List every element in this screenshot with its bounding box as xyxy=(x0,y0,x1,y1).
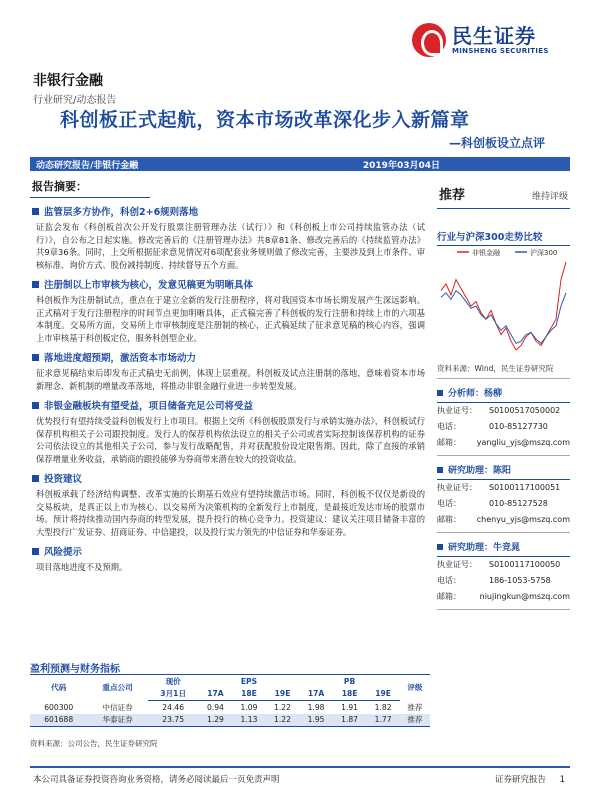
col-eps: EPS xyxy=(199,675,300,688)
year-header: 17A xyxy=(199,688,233,701)
section-heading: 注册制以上市审核为核心，发意见稿更为明晰具体 xyxy=(44,280,254,291)
section-heading: 投资建议 xyxy=(44,474,83,485)
table-cell: 1.95 xyxy=(299,714,333,727)
section-body: 证监会发布《科创板首次公开发行股票注册管理办法（试行）》和《科创板上市公司持续监管办法（试行）》，自公布之日起实施。修改完善后的《注册管理办法》共8章81条、修改完善后的《持续监管办法》共9章36条。同时，上交所根据征求意见情况对6项配套业务规则做了修改完善，主要涉及到上市条件、审核标准、询价方式、股份减持制度、持续督导五个方面。 xyxy=(36,222,425,270)
table-cell: 23.75 xyxy=(148,714,199,727)
summary-heading: 报告摘要： xyxy=(30,176,150,198)
table-cell: 1.77 xyxy=(366,714,400,727)
analyst-card xyxy=(437,379,570,456)
table-cell: 1.22 xyxy=(266,714,300,727)
summary-section xyxy=(30,204,425,271)
series-line xyxy=(441,262,566,350)
trend-chart xyxy=(437,246,570,356)
field-value: S0100517050002 xyxy=(489,406,561,415)
table-cell: 24.46 xyxy=(162,702,185,712)
section-body: 征求意见稿结束后即发布正式稿史无前例，体现上层重视。科创板及试点注册制的落地，意味着资本市场新理念、新机制的增量改革落地，将推动非银金融行业进一步转型发展。 xyxy=(36,368,425,391)
summary-section xyxy=(30,350,425,392)
field-label: 执业证号： xyxy=(437,483,477,492)
field-label: 执业证号： xyxy=(437,406,477,415)
sidebar-column xyxy=(437,176,570,610)
table-cell: 1.29 xyxy=(199,714,233,727)
field-value: 010-85127528 xyxy=(489,499,548,508)
page-number: 1 xyxy=(559,775,565,785)
col-code: 代码 xyxy=(30,675,87,701)
report-title: 科创板正式起航，资本市场改革深化步入新篇章 xyxy=(60,109,470,131)
table-cell: 1.98 xyxy=(307,702,325,712)
section-heading: 落地进度超预期，激活资本市场动力 xyxy=(44,353,197,364)
footer-disclaimer: 本公司具备证券投资咨询业务资格，请务必阅读最后一页免责声明 xyxy=(33,775,280,785)
email-link[interactable]: niujingkun@mszq.com xyxy=(479,592,570,601)
year-header: 17A xyxy=(299,688,333,701)
field-value: S0100117100051 xyxy=(489,483,561,492)
financial-heading: 盈利预测与财务指标 xyxy=(30,664,120,675)
bullet-square-icon xyxy=(437,467,443,473)
chart-source: 资料来源：Wind，民生证券研究院 xyxy=(437,363,570,379)
table-cell: 1.09 xyxy=(240,702,258,712)
chart-title: 行业与沪深300走势比较 xyxy=(437,229,570,246)
section-body: 科创板承载了经济结构调整、改革实施的长期基石效应有望持续激活市场。同时，科创板不仅仅是新设的交易板块，是真正以上市为核心、以交易所为决策机构的全新发行上市制度，是最接近发达市场的股票市场。预计将持续推动国内券商的转型发展，提升投行的核心竞争力。投资建议：建议关注项目储备丰富的大型投行广发证券、招商证券、中信建投，以及投行实力领先的中信证券和华泰证券。 xyxy=(36,489,425,537)
report-subtitle: —科创板设立点评 xyxy=(448,136,545,150)
field-label: 邮箱： xyxy=(437,438,461,447)
price-date: 3月1日 xyxy=(148,688,199,701)
table-row xyxy=(30,701,430,714)
section-heading: 风险提示 xyxy=(44,547,83,558)
analyst-name: 研究助理：牛竞晁 xyxy=(448,543,521,553)
summary-section xyxy=(30,398,425,465)
brand-name-en: MINSHENG SECURITIES xyxy=(452,47,549,55)
brand-logo xyxy=(412,14,582,66)
bullet-square-icon xyxy=(32,208,39,215)
header-bar xyxy=(30,157,570,171)
year-header: 19E xyxy=(266,688,300,701)
bullet-square-icon xyxy=(32,548,39,555)
field-label: 邮箱： xyxy=(437,592,461,601)
analyst-name: 分析师：杨柳 xyxy=(448,389,503,399)
table-cell: 中信证券 xyxy=(102,702,133,712)
table-cell: 推荐 xyxy=(407,702,423,712)
year-header: 19E xyxy=(366,688,400,701)
rating-row xyxy=(437,176,570,209)
summary-section xyxy=(30,277,425,344)
bar-report-category: 动态研究报告/非银行金融 xyxy=(36,161,139,171)
email-link[interactable]: yangliu_yjs@mszq.com xyxy=(476,438,570,447)
bullet-square-icon xyxy=(32,402,39,409)
year-header: 18E xyxy=(333,688,367,701)
table-cell: 1.82 xyxy=(374,702,392,712)
section-heading: 非银金融板块有望受益，项目储备充足公司将受益 xyxy=(44,401,254,412)
minsheng-logo-icon xyxy=(412,23,446,57)
table-cell: 600300 xyxy=(44,702,74,712)
bullet-square-icon xyxy=(437,544,443,550)
section-body: 项目落地进度不及预期。 xyxy=(36,562,128,572)
footer-label: 证券研究报告 xyxy=(495,775,547,785)
brand-name-cn: 民生证券 xyxy=(452,24,536,48)
field-label: 电话： xyxy=(437,499,461,508)
sector-label: 非银行金融 xyxy=(33,73,103,89)
footer-right xyxy=(495,773,565,785)
bullet-square-icon xyxy=(32,354,39,361)
year-header: 18E xyxy=(232,688,266,701)
table-cell: 0.94 xyxy=(206,702,224,712)
legend-label: 沪深300 xyxy=(530,249,558,257)
table-cell: 601688 xyxy=(30,714,87,727)
col-rating: 评级 xyxy=(400,675,430,701)
table-cell: 1.87 xyxy=(333,714,367,727)
col-company: 重点公司 xyxy=(87,675,147,701)
rating-sub: 维持评级 xyxy=(531,192,568,202)
summary-column xyxy=(30,176,425,574)
field-label: 邮箱： xyxy=(437,515,461,524)
field-label: 电话： xyxy=(437,422,461,431)
table-cell: 1.91 xyxy=(341,702,359,712)
table-cell: 华泰证券 xyxy=(87,714,147,727)
bullet-square-icon xyxy=(32,281,39,288)
field-value: 186-1053-5758 xyxy=(489,576,551,585)
table-row xyxy=(30,714,430,727)
col-price: 现价 xyxy=(148,675,199,688)
bullet-square-icon xyxy=(437,390,443,396)
table-cell: 1.13 xyxy=(232,714,266,727)
analyst-card xyxy=(437,533,570,610)
section-body: 优势投行有望持续受益科创板发行上市项目。根据上交所《科创板股票发行与承销实施办法》，科创板试行保荐机构相关子公司跟投制度。发行人的保荐机构依法设立的相关子公司或者实际控制该保荐机构的证券公司依法设立的其他相关子公司，参与发行战略配售，并对获配股份设定限售期。因此，除了直接的承销保荐增量业务收益，承销商的跟投能够为券商带来潜在较大的投资收益。 xyxy=(36,416,425,464)
analyst-card xyxy=(437,456,570,533)
email-link[interactable]: chenyu_yjs@mszq.com xyxy=(476,515,570,524)
legend-label: 非银金融 xyxy=(472,249,500,257)
financial-table xyxy=(30,674,430,727)
field-label: 执业证号： xyxy=(437,560,477,569)
field-value: S0100117100050 xyxy=(489,560,561,569)
field-label: 电话： xyxy=(437,576,461,585)
footer-divider xyxy=(30,766,570,768)
analyst-name: 研究助理：陈阳 xyxy=(448,466,512,476)
section-body: 科创板作为注册制试点，重点在于建立全新的发行注册程序，将对我国资本市场长期发展产生深远影响。正式稿对于发行注册程序的时间节点更加明晰具体，正式稿完善了科创板的发行注册和持续上市的六项基本制度。交易所方面，交易所上市审核制度是注册制的核心，正式稿延续了征求意见稿的核心内容，强调上市审核基于科创板定位，服务科创型企业。 xyxy=(36,295,425,343)
series-line xyxy=(441,291,566,344)
table-source: 资料来源：公司公告，民生证券研究院 xyxy=(30,739,158,748)
rating-label: 推荐 xyxy=(439,188,466,203)
summary-section xyxy=(30,471,425,538)
table-cell: 1.22 xyxy=(274,702,291,712)
summary-section xyxy=(30,544,425,574)
bullet-square-icon xyxy=(32,475,39,482)
bar-report-date: 2019年03月04日 xyxy=(362,161,440,171)
table-cell: 推荐 xyxy=(400,714,430,727)
section-heading: 监管层多方协作，科创2+6规则落地 xyxy=(44,207,199,218)
field-value: 010-85127730 xyxy=(489,422,548,431)
report-type: 行业研究/动态报告 xyxy=(33,95,117,106)
col-pb: PB xyxy=(299,675,400,688)
